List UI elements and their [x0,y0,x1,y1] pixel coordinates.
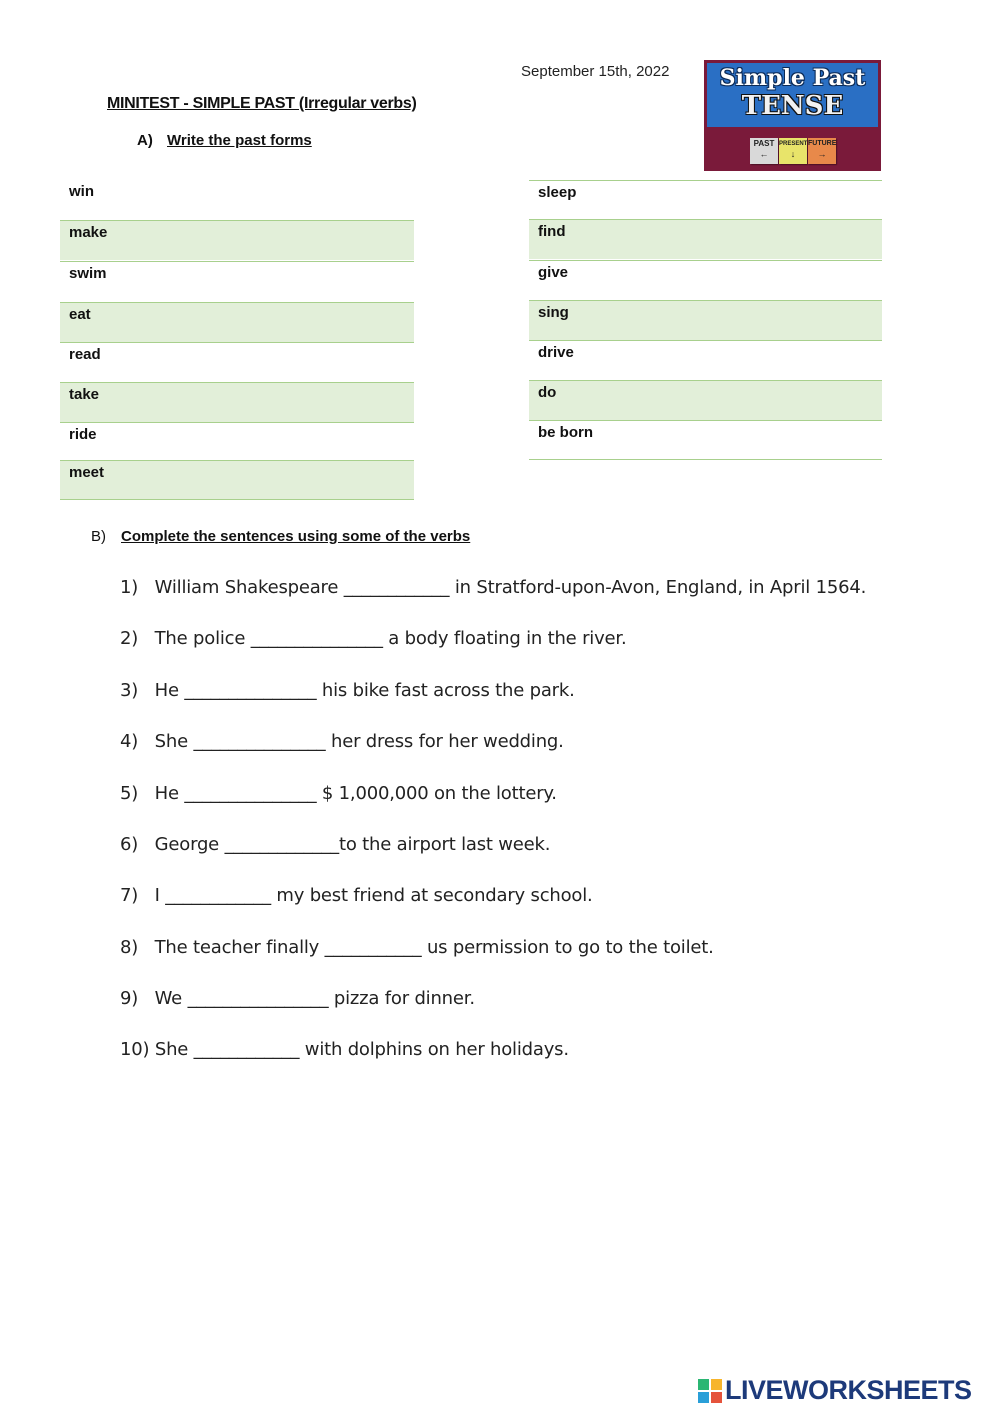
sentence-item[interactable]: 5) He _______________ $ 1,000,000 on the lottery. [120,783,557,804]
sentence-item[interactable]: 8) The teacher finally ___________ us permission to go to the toilet. [120,937,714,958]
watermark-text: LIVEWORKSHEETS [725,1375,972,1405]
verb-row[interactable]: sing [529,300,882,340]
date: September 15th, 2022 [521,63,670,80]
verb-row[interactable]: win [69,183,94,200]
sentence-item[interactable]: 2) The police _______________ a body floating in the river. [120,628,627,649]
verb-row[interactable]: read [60,342,414,382]
sentence-item[interactable]: 1) William Shakespeare ____________ in Stratford-upon-Avon, England, in April 1564. [120,577,867,598]
verb-row[interactable]: meet [60,460,414,500]
section-a-label: A) [137,132,153,149]
verb-row[interactable]: be born [529,420,882,460]
verb-row[interactable]: do [529,380,882,420]
verb-row[interactable]: eat [60,302,414,342]
sentence-item[interactable]: 7) I ____________ my best friend at secondary school. [120,885,593,906]
page-title: MINITEST - SIMPLE PAST (Irregular verbs) [107,95,417,112]
banner-line1: Simple Past [719,65,866,91]
section-a-text: Write the past forms [167,132,312,149]
verb-row[interactable]: take [60,382,414,422]
section-b-label: B) [91,528,106,545]
banner-line2: TENSE [741,91,844,121]
verb-row[interactable]: give [529,260,882,300]
verb-row[interactable]: swim [60,261,414,301]
banner-note-past: PAST ← [750,138,778,164]
sentence-item[interactable]: 4) She _______________ her dress for her wedding. [120,731,564,752]
simple-past-banner-image [704,60,881,171]
banner-note-present: PRESENT ↓ [779,138,807,164]
sentence-item[interactable]: 6) George _____________to the airport last week. [120,834,551,855]
verb-row[interactable]: sleep [529,180,882,220]
verb-row[interactable]: ride [60,422,414,462]
section-a-heading [137,132,312,149]
sentence-item[interactable]: 3) He _______________ his bike fast across the park. [120,680,575,701]
sentence-item[interactable]: 9) We ________________ pizza for dinner. [120,988,475,1009]
verb-row[interactable]: make [60,220,414,260]
section-b-heading [91,528,470,545]
verb-row[interactable]: drive [529,340,882,380]
liveworksheets-watermark [698,1375,972,1410]
banner-note-future: FUTURE → [808,138,836,164]
verb-row[interactable]: find [529,219,882,259]
liveworksheets-logo-icon [698,1379,722,1410]
section-b-text: Complete the sentences using some of the verbs [121,528,471,545]
sentence-item[interactable]: 10) She ____________ with dolphins on her holidays. [120,1039,569,1060]
